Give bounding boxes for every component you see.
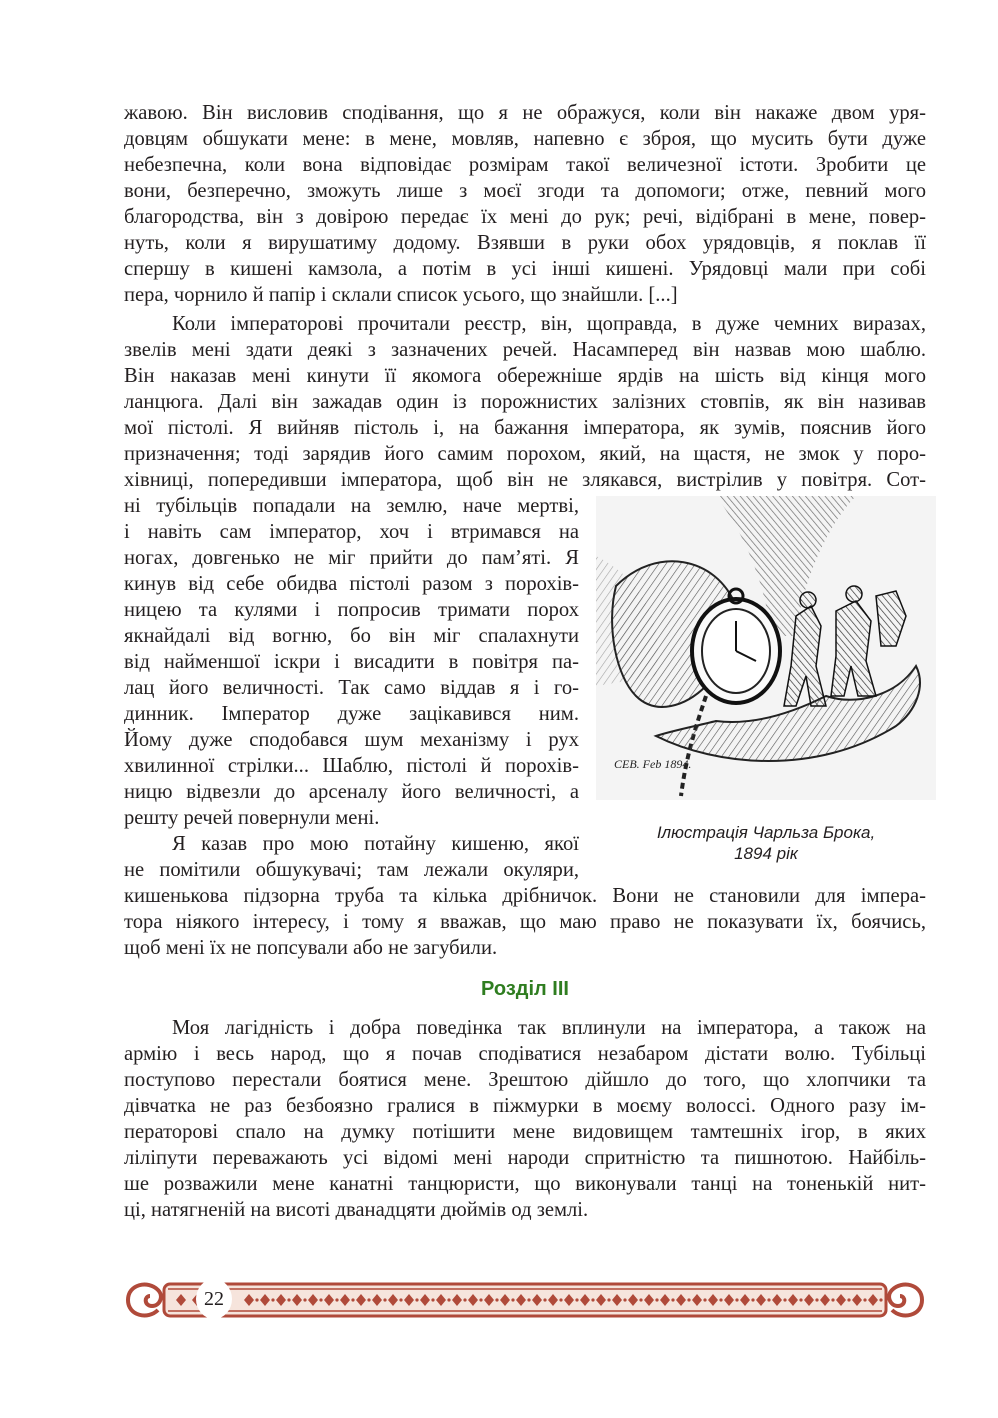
ornament-dot bbox=[255, 1298, 258, 1301]
ornament-dot bbox=[719, 1298, 722, 1301]
ornament-dot bbox=[831, 1298, 834, 1301]
ornament-dot bbox=[607, 1298, 610, 1301]
ornament-dot bbox=[703, 1298, 706, 1301]
body-line: призначення; тоді зарядив його самим порохом, який, на щастя, не змок у поро- bbox=[124, 443, 926, 465]
ornament-dot bbox=[671, 1298, 674, 1301]
body-line: і навіть сам імператор, хоч і втримався на bbox=[124, 521, 579, 543]
body-line: поступово перестали боятися мене. Зрештою дійшло до того, що хлопчики та bbox=[124, 1069, 926, 1091]
body-line: вони, безперечно, зможуть лише з моєї згоди та допомоги; отже, певний мого bbox=[124, 180, 926, 202]
ornament-dot bbox=[863, 1298, 866, 1301]
ornament-border bbox=[124, 1276, 926, 1324]
ornament-dot bbox=[543, 1298, 546, 1301]
illustration bbox=[596, 496, 936, 800]
ornament-dot bbox=[655, 1298, 658, 1301]
body-line: ницею та кулями і попросив тримати порох bbox=[124, 599, 579, 621]
pocket-watch-illustration bbox=[596, 496, 936, 800]
ornament-dot bbox=[463, 1298, 466, 1301]
body-line: хівниці, попередивши імператора, щоб він не злякався, вистрілив у повітря. Сот- bbox=[124, 469, 926, 491]
ornament-dot bbox=[799, 1298, 802, 1301]
body-line: Йому дуже сподобався шум механізму і рух bbox=[124, 729, 579, 751]
ornament-dot bbox=[783, 1298, 786, 1301]
ornament-dot bbox=[319, 1298, 322, 1301]
body-line: Моя лагідність і добра поведінка так вплинули на імператора, а також на bbox=[172, 1017, 926, 1039]
ornament-dot bbox=[575, 1298, 578, 1301]
ornament-dot bbox=[335, 1298, 338, 1301]
body-line: кишенькова підзорна труба та кілька дрібничок. Вони не становили для імпера- bbox=[124, 885, 926, 907]
figure-caption: Ілюстрація Чарльза Брока, bbox=[656, 823, 876, 842]
ornament-dot bbox=[287, 1298, 290, 1301]
body-line: армію і весь народ, що я почав сподіватися незабаром дістати волю. Тубільці bbox=[124, 1043, 926, 1065]
body-line: жавою. Він висловив сподівання, що я не ображуся, коли він накаже двом уря- bbox=[124, 102, 926, 124]
body-line: Я казав про мою потайну кишеню, якої bbox=[172, 833, 579, 855]
body-line: спершу в кишені камзола, а потім в усі інші кишені. Урядовці мали при собі bbox=[124, 258, 926, 280]
body-line: нуть, коли я вирушатиму додому. Взявши в руки обох урядовців, я поклав її bbox=[124, 232, 926, 254]
ornament-dot bbox=[767, 1298, 770, 1301]
ornament-dot bbox=[559, 1298, 562, 1301]
body-line: ланцюга. Далі він зажадав один із порожнистих залізних стовпів, як він називав bbox=[124, 391, 926, 413]
body-line: динник. Імператор дуже зацікавився ним. bbox=[124, 703, 579, 725]
ornament-dot bbox=[511, 1298, 514, 1301]
ornament-dot bbox=[623, 1298, 626, 1301]
body-line: ше розважили мене канатні танцюристи, що виконували танці на тоненькій нит- bbox=[124, 1173, 926, 1195]
body-line: тора ніякого інтересу, і тому я вважав, що маю право не показувати їх, боячись, bbox=[124, 911, 926, 933]
body-line: ницю відвезли до арсеналу його величності, а bbox=[124, 781, 579, 803]
ornament-dot bbox=[527, 1298, 530, 1301]
body-line: мої пістолі. Я вийняв пістоль і, на бажання імператора, як зумів, пояснив його bbox=[124, 417, 926, 439]
ornament-dot bbox=[687, 1298, 690, 1301]
body-line: довцям обшукати мене: в мене, мовляв, напевно є зброя, що мусить бути дуже bbox=[124, 128, 926, 150]
body-line: від найменшої іскри і висадити в повітря па- bbox=[124, 651, 579, 673]
figure-caption: 1894 рік bbox=[734, 844, 798, 863]
ornament-dot bbox=[415, 1298, 418, 1301]
ornament-dot bbox=[367, 1298, 370, 1301]
body-line: ні тубільців попадали на землю, наче мертві, bbox=[124, 495, 579, 517]
body-line: ператорові спало на думку потішити мене видовищем тамтешніх ігор, в яких bbox=[124, 1121, 926, 1143]
ornament-dot bbox=[815, 1298, 818, 1301]
page-number: 22 bbox=[196, 1279, 232, 1319]
body-line: не помітили обшукувачі; там лежали окуляри, bbox=[124, 859, 579, 881]
footer-ornament bbox=[124, 1276, 926, 1324]
ornament-dot bbox=[495, 1298, 498, 1301]
body-line: решту речей повернули мені. bbox=[124, 807, 380, 829]
body-line: лац його величності. Так само віддав я і го- bbox=[124, 677, 579, 699]
ornament-dot bbox=[879, 1298, 882, 1301]
body-line: якнайдалі від вогню, бо він міг спалахнути bbox=[124, 625, 579, 647]
body-line: небезпечна, коли вона відповідає розмірам такої величезної істоти. Зробити це bbox=[124, 154, 926, 176]
ornament-dot bbox=[847, 1298, 850, 1301]
ornament-dot bbox=[479, 1298, 482, 1301]
ornament-dot bbox=[351, 1298, 354, 1301]
body-line: благородства, він з довірою передає їх мені до рук; речі, відібрані в мене, повер- bbox=[124, 206, 926, 228]
ornament-dot bbox=[303, 1298, 306, 1301]
ornament-dot bbox=[383, 1298, 386, 1301]
body-line: Коли імператорові прочитали реєстр, він, щоправда, в дуже чемних виразах, bbox=[172, 313, 926, 335]
body-line: щоб мені їх не попсували або не загубили. bbox=[124, 937, 498, 959]
artist-signature: CEB. Feb 1894. bbox=[614, 757, 692, 771]
ornament-dot bbox=[399, 1298, 402, 1301]
ornament-dot bbox=[271, 1298, 274, 1301]
ornament-dot bbox=[591, 1298, 594, 1301]
section-heading: Розділ ІІІ bbox=[481, 978, 569, 1000]
body-line: звелів мені здати деякі з зазначених речей. Насамперед він назвав мою шаблю. bbox=[124, 339, 926, 361]
body-line: ногах, довгенько не міг прийти до пам’яті. Я bbox=[124, 547, 579, 569]
body-line: дівчатка не раз безбоязно гралися в піжмурки в моєму волоссі. Одного разу ім- bbox=[124, 1095, 926, 1117]
body-line: кинув від себе обидва пістолі разом з порохів- bbox=[124, 573, 579, 595]
ornament-dot bbox=[447, 1298, 450, 1301]
ornament-dot bbox=[431, 1298, 434, 1301]
ornament-dot bbox=[751, 1298, 754, 1301]
body-line: пера, чорнило й папір і склали список усього, що знайшли. [...] bbox=[124, 284, 678, 306]
body-line: Він наказав мені кинути її якомога обережніше ярдів на шість від кінця мого bbox=[124, 365, 926, 387]
ornament-dot bbox=[735, 1298, 738, 1301]
ornament-dot bbox=[639, 1298, 642, 1301]
body-line: хвилинної стрілки... Шаблю, пістолі й порохів- bbox=[124, 755, 579, 777]
body-line: ліліпути переважають усі відомі мені народи спритністю та пишнотою. Найбіль- bbox=[124, 1147, 926, 1169]
body-line: ці, натягненій на висоті дванадцяти дюймів од землі. bbox=[124, 1199, 589, 1221]
